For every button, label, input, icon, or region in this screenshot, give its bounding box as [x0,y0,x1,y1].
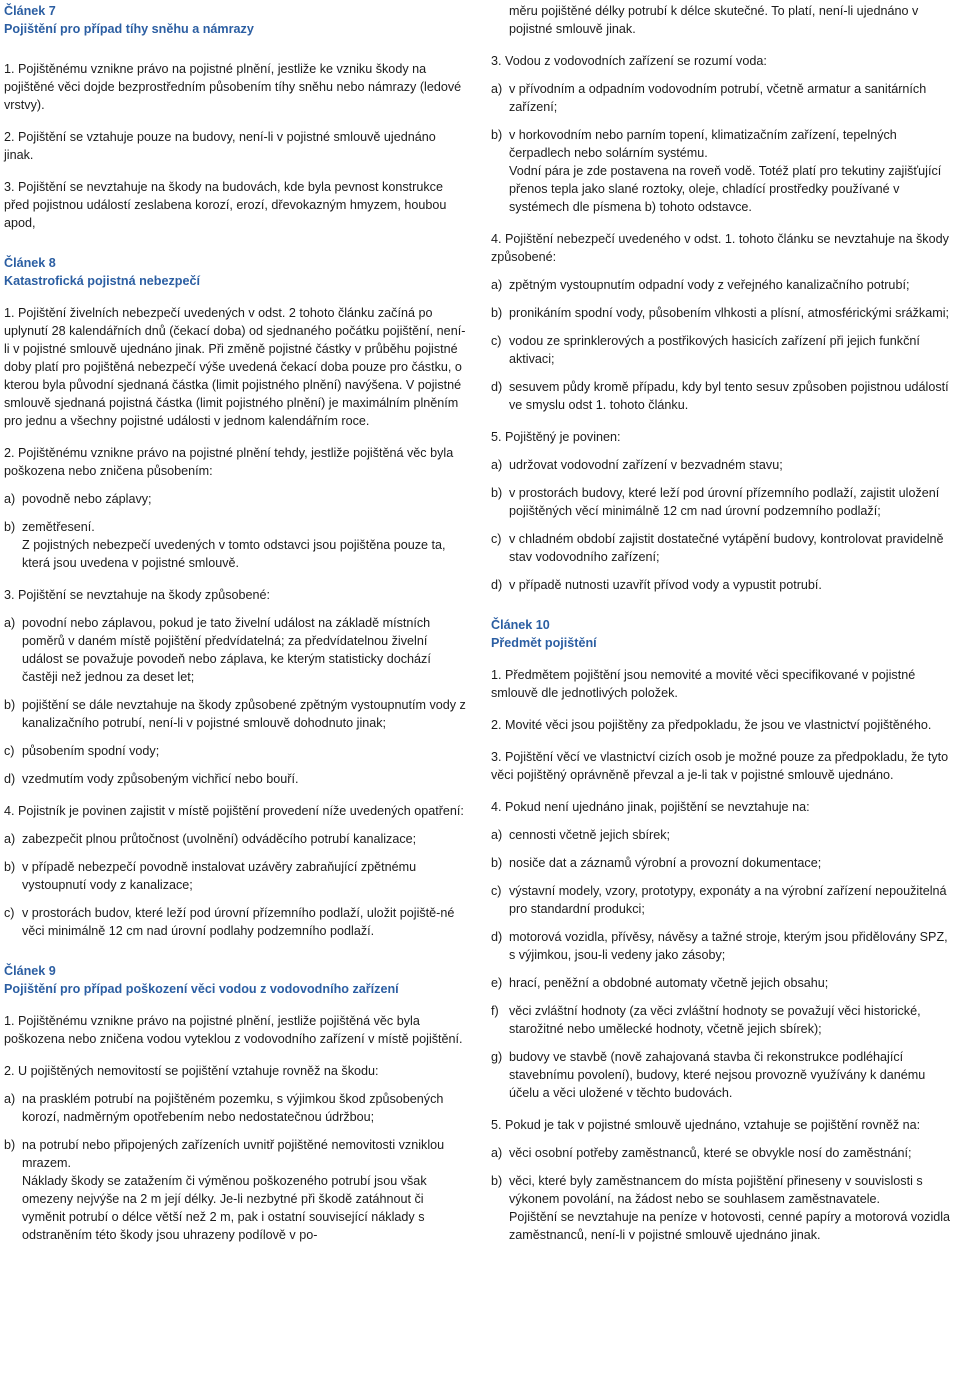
article-9-subtitle: Pojištění pro případ poškození věci vodou z vodovodního zařízení [4,982,399,996]
article-10-paragraph-1: 1. Předmětem pojištění jsou nemovité a movité věci specifikované v pojistné smlouvě dle jednotlivých položek. [491,668,916,700]
article-10-paragraph-4: 4. Pokud není ujednáno jinak, pojištění se nevztahuje na: [491,800,810,814]
article-8-paragraph-2-note: Z pojistných nebezpečí uvedených v tomto odstavci jsou pojištěna pouze ta, která jsou uvedena v pojistné smlouvě. [22,538,446,570]
list-item: b) na potrubí nebo připojených zařízeních uvnitř pojištěné nemovitosti vzniklou mrazem. [4,1138,445,1170]
article-7-title: Článek 7 [4,4,56,18]
list-item: b) zemětřesení. [4,520,95,534]
article-9-paragraph-2: 2. U pojištěných nemovitostí se pojištění vztahuje rovněž na škodu: [4,1064,379,1078]
list-item: a) na prasklém potrubí na pojištěném pozemku, s výjimkou škod způsobených korozí, nadměrným opotřebením nebo nedostatečnou údržbou; [4,1092,444,1124]
list-item: b) pojištění se dále nevztahuje na škody způsobené zpětným vystoupnutím vody z kanalizačního potrubí, není-li v pojistné smlouvě dohodnuto jinak; [4,698,466,730]
article-8-paragraph-4: 4. Pojistník je povinen zajistit v místě pojištění provedení níže uvedených opatření: [4,804,464,818]
list-item: c) působením spodní vody; [4,744,160,758]
article-7-heading [4,2,466,38]
list-item: a) povodní nebo záplavou, pokud je tato živelní událost na základě místních poměrů v daném místě pojištění předvídatelná; za předvídatelnou živelní událost se považuje povodeň nebo záplava, ke kterým statisticky dochází častěji než jednou za deset let; [4,616,431,684]
list-item: b) nosiče dat a záznamů výrobní a provozní dokumentace; [491,856,822,870]
article-9-paragraph-3: 3. Vodou z vodovodních zařízení se rozumí voda: [491,54,767,68]
article-8-heading [4,254,466,290]
article-8-paragraph-3: 3. Pojištění se nevztahuje na škody způsobené: [4,588,271,602]
article-9-paragraph-3-note: Vodní pára je zde postavena na roveň vodě. Totéž platí pro tekutiny zajišťující přenos tepla jako slané roztoky, oleje, chladící prostředky používané v systémech dle písmena b) tohoto odstavce. [509,164,942,214]
article-9-paragraph-5: 5. Pojištěný je povinen: [491,430,621,444]
article-9-paragraph-1: 1. Pojištěnému vznikne právo na pojistné plnění, jestliže pojištěná věc byla poškozena nebo zničena vodou vyteklou z vodovodního zařízení v místě pojištění. [4,1014,463,1046]
list-item: a) zabezpečit plnou průtočnost (uvolnění) odváděcího potrubí kanalizace; [4,832,417,846]
list-item: c) v chladném období zajistit dostatečné vytápění budovy, kontrolovat pravidelně stav vodovodního zařízení; [491,532,944,564]
list-item: a) povodně nebo záplavy; [4,492,152,506]
list-item: f) věci zvláštní hodnoty (za věci zvláštní hodnoty se považují věci historické, starožitné nebo umělecké hodnoty, včetně jejich sbírek); [491,1004,921,1036]
article-9-heading [4,962,466,998]
list-item: b) pronikáním spodní vody, působením vlhkosti a plísní, atmosférickými srážkami; [491,306,950,320]
list-item: a) v přívodním a odpadním vodovodním potrubí, včetně armatur a sanitárních zařízení; [491,82,927,114]
list-item: c) vodou ze sprinklerových a postřikových hasicích zařízení při jejich funkční aktivaci; [491,334,920,366]
list-item: b) v případě nebezpečí povodně instalovat uzávěry zabraňující zpětnému vystoupnutí vody z kanalizace; [4,860,417,892]
list-item: g) budovy ve stavbě (nově zahajovaná stavba či rekonstrukce podléhající stavebnímu povolení), budovy, které nejsou provozně využívány k danému účelu a věci uložené v těchto budovách. [491,1050,926,1100]
article-9-paragraph-2-note: Náklady škody se zatažením či výměnou poškozeného potrubí jsou však omezeny nejvýše na 2 m její délky. Je-li nezbytné při škodě zatáhnout či vyměnit potrubí o délce větší než 2 m, pak i ostatní související náklady s odstraněním této škody jsou uhrazeny podílově v po- [22,1174,427,1242]
article-10-paragraph-2: 2. Movité věci jsou pojištěny za předpokladu, že jsou ve vlastnictví pojištěného. [491,718,932,732]
list-item: d) vzedmutím vody způsobeným vichřicí nebo bouří. [4,772,299,786]
list-item: d) sesuvem půdy kromě případu, kdy byl tento sesuv způsoben pojistnou událostí ve smyslu odst 1. tohoto článku. [491,380,949,412]
list-item: c) výstavní modely, vzory, prototypy, exponáty a na výrobní zařízení nepoužitelná pro standardní produkci; [491,884,947,916]
list-item: a) věci osobní potřeby zaměstnanců, které se obvykle nosí do zaměstnání; [491,1146,912,1160]
article-7-paragraph-2: 2. Pojištění se vztahuje pouze na budovy, není-li v pojistné smlouvě ujednáno jinak. [4,130,436,162]
list-item: c) v prostorách budov, které leží pod úrovní přízemního podlaží, uložit pojiště-né věci minimálně 12 cm nad úrovní podlahy podzemního podlaží. [4,906,455,938]
article-10-heading [491,616,954,652]
article-8-title: Článek 8 [4,256,56,270]
list-item: a) cennosti včetně jejich sbírek; [491,828,671,842]
article-10-subtitle: Předmět pojištění [491,636,597,650]
continued-text: měru pojištěné délky potrubí k délce skutečné. To platí, není-li ujednáno v pojistné smlouvě jinak. [509,4,919,36]
article-8-paragraph-2: 2. Pojištěnému vznikne právo na pojistné plnění tehdy, jestliže pojištěná věc byla poškozena nebo zničena působením: [4,446,454,478]
article-8-paragraph-1: 1. Pojištění živelních nebezpečí uvedených v odst. 2 tohoto článku začíná po uplynutí 28 kalendářních dnů (čekací doba) od sjednaného počátku pojištění, není-li v pojistné smlouvě ujednáno jinak. Při změně pojistné částky v průběhu pojistné doby platí pro pojištěná nebezpečí výše uvedená čekací doba pouze pro částku, o kterou byla původní sjednaná částka (limit pojistného plnění) navýšena. V pojistné smlouvě sjednaná pojistná částka (limit pojistného plnění) je maximálním plněním pro jednu a všechny pojistné události v jednom kalendářním roce. [4,306,466,428]
right-column [491,0,954,1244]
left-column [4,0,466,1244]
list-item: a) udržovat vodovodní zařízení v bezvadném stavu; [491,458,783,472]
article-10-paragraph-3: 3. Pojištění věcí ve vlastnictví cizích osob je možné pouze za předpokladu, že tyto věci pojištěný oprávněně převzal a je-li tak v pojistné smlouvě ujednáno. [491,750,949,782]
list-item: b) v horkovodním nebo parním topení, klimatizačním zařízení, tepelných čerpadlech nebo solárním systému. [491,128,897,160]
article-9-paragraph-4: 4. Pojištění nebezpečí uvedeného v odst. 1. tohoto článku se nevztahuje na škody způsobené: [491,232,949,264]
list-item: d) motorová vozidla, přívěsy, návěsy a tažné stroje, kterým jsou přidělovány SPZ, s výjimkou, jsou-li vedeny jako zásoby; [491,930,948,962]
list-item: a) zpětným vystoupnutím odpadní vody z veřejného kanalizačního potrubí; [491,278,910,292]
article-7-paragraph-1: 1. Pojištěnému vznikne právo na pojistné plnění, jestliže ke vzniku škody na pojištěné věci dojde bezprostředním působením tíhy sněhu nebo námrazy (ledové vrstvy). [4,62,462,112]
list-item: e) hrací, peněžní a obdobné automaty včetně jejich obsahu; [491,976,829,990]
list-item: d) v případě nutnosti uzavřít přívod vody a vypustit potrubí. [491,578,822,592]
list-item: b) v prostorách budovy, které leží pod úrovní přízemního podlaží, zajistit uložení pojištěných věcí minimálně 12 cm nad úrovní podzemního podlaží; [491,486,940,518]
article-10-paragraph-5: 5. Pokud je tak v pojistné smlouvě ujednáno, vztahuje se pojištění rovněž na: [491,1118,921,1132]
article-7-subtitle: Pojištění pro případ tíhy sněhu a námrazy [4,22,254,36]
article-10-paragraph-5-note: Pojištění se nevztahuje na peníze v hotovosti, cenné papíry a motorová vozidla zaměstnanců, není-li v pojistné smlouvě ujednáno jinak. [509,1210,951,1242]
article-10-title: Článek 10 [491,618,550,632]
article-9-title: Článek 9 [4,964,56,978]
article-8-subtitle: Katastrofická pojistná nebezpečí [4,274,200,288]
list-item: b) věci, které byly zaměstnancem do místa pojištění přineseny v souvislosti s výkonem povolání, na žádost nebo se souhlasem zaměstnavatele. [491,1174,923,1206]
article-7-paragraph-3: 3. Pojištění se nevztahuje na škody na budovách, kde byla pevnost konstrukce před pojistnou událostí zeslabena korozí, erozí, dřevokazným hmyzem, houbou apod, [4,180,447,230]
